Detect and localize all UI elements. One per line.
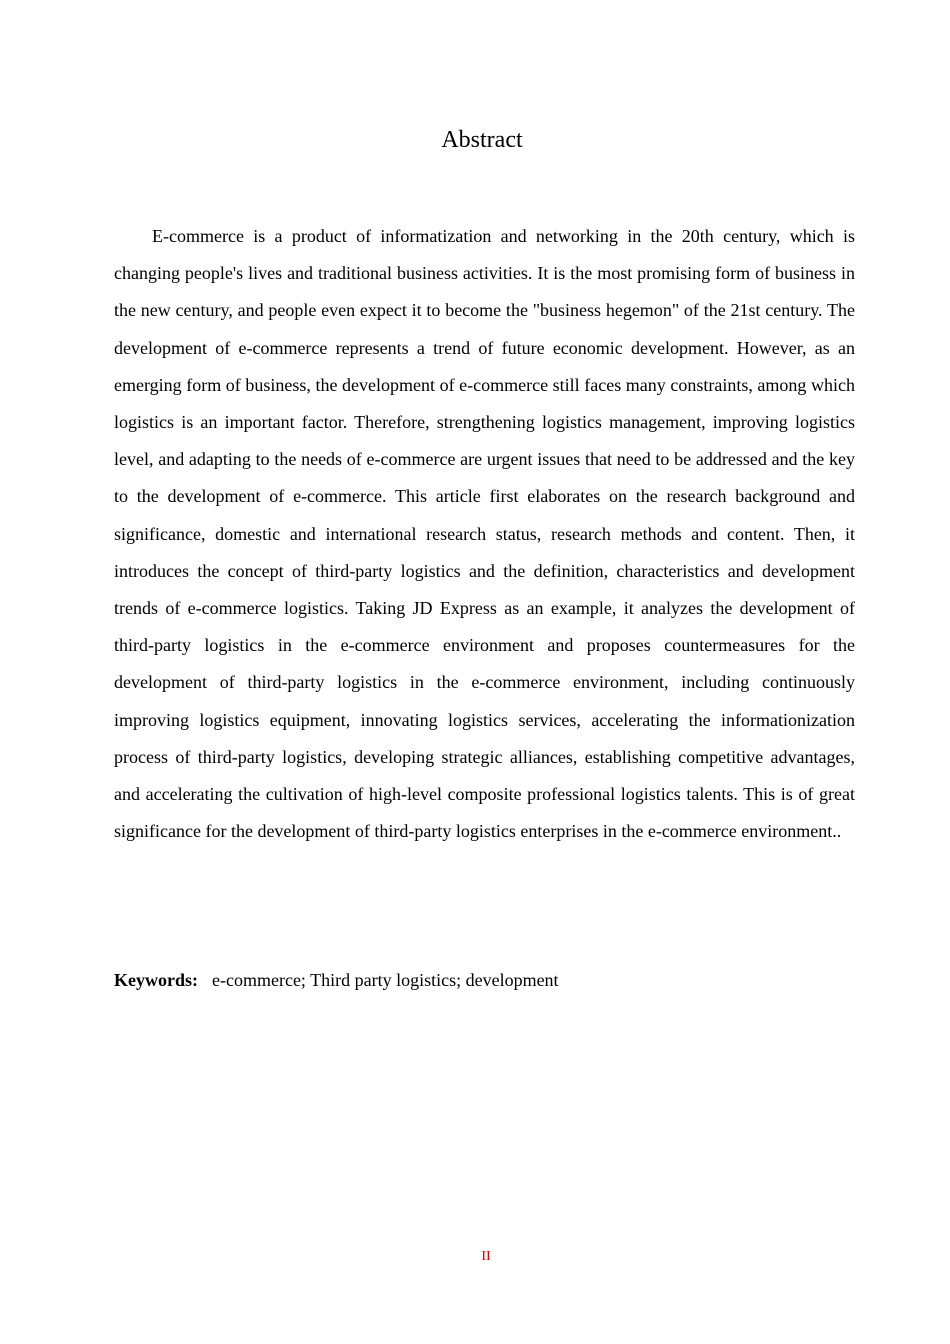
abstract-title: Abstract bbox=[441, 127, 523, 153]
page-number: II bbox=[481, 1249, 491, 1264]
keywords-value: e-commerce; Third party logistics; development bbox=[212, 970, 559, 990]
keywords-line bbox=[114, 962, 855, 998]
abstract-body: E-commerce is a product of informatization and networking in the 20th century, which is changing people's lives and traditional business activities. It is the most promising form of business in the new century, and people even expect it to become the "business hegemon" of the 21st century. The development of e-commerce represents a trend of future economic development. However, as an emerging form of business, the development of e-commerce still faces many constraints, among which logistics is an important factor. Therefore, strengthening logistics management, improving logistics level, and adapting to the needs of e-commerce are urgent issues that need to be addressed and the key to the development of e-commerce. This article first elaborates on the research background and significance, domestic and international research status, research methods and content. Then, it introduces the concept of third-party logistics and the definition, characteristics and development trends of e-commerce logistics. Taking JD Express as an example, it analyzes the development of third-party logistics in the e-commerce environment and proposes countermeasures for the development of third-party logistics in the e-commerce environment, including continuously improving logistics equipment, innovating logistics services, accelerating the informationization process of third-party logistics, developing strategic alliances, establishing competitive advantages, and accelerating the cultivation of high-level composite professional logistics talents. This is of great significance for the development of third-party logistics enterprises in the e-commerce environment.. bbox=[114, 226, 855, 842]
keywords-label: Keywords: bbox=[114, 970, 198, 990]
